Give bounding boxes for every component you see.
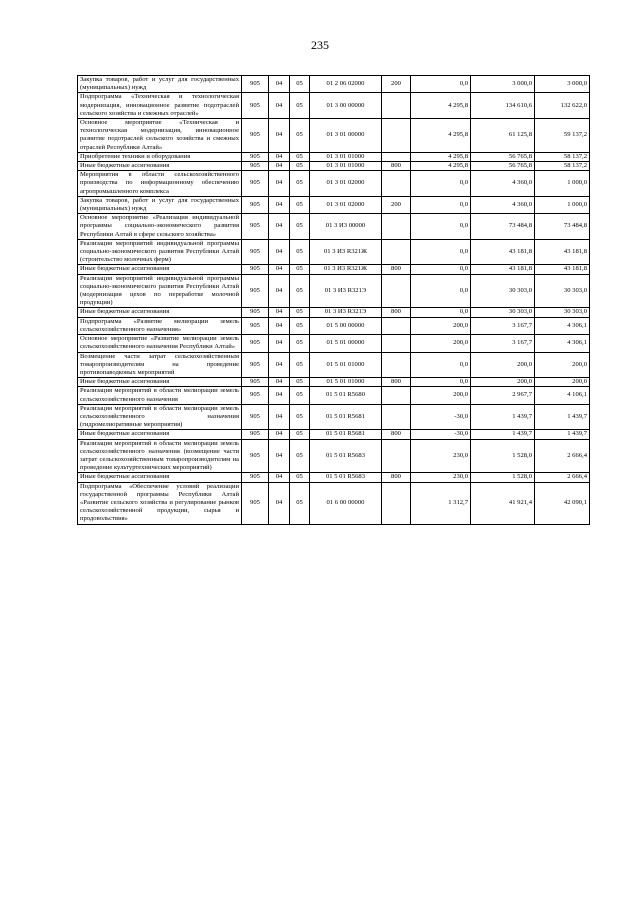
cell-section: 04	[269, 352, 290, 378]
table-row	[78, 482, 590, 524]
cell-subsection: 05	[290, 239, 310, 265]
cell-section: 04	[269, 482, 290, 524]
cell-amount-3: 58 137,2	[535, 152, 590, 161]
cell-expense-type	[382, 335, 411, 352]
cell-target-article: 01 5 01 00000	[310, 335, 382, 352]
cell-name: Иные бюджетные ассигнования	[78, 265, 242, 274]
cell-amount-3: 200,0	[535, 352, 590, 378]
cell-name: Реализация мероприятий в области мелиорации земель сельскохозяйственного назначения (возмещение части затрат сельскохозяйственным товаропроизводителям на проведение культуртехнических мероприятий)	[78, 439, 242, 473]
cell-amount-2: 4 360,0	[471, 196, 535, 213]
table-row	[78, 335, 590, 352]
cell-target-article: 01 5 01 R5680	[310, 387, 382, 404]
cell-subsection: 05	[290, 265, 310, 274]
cell-amount-3: 42 090,1	[535, 482, 590, 524]
cell-amount-1: -30,0	[411, 430, 471, 439]
cell-name: Иные бюджетные ассигнования	[78, 430, 242, 439]
cell-name: Иные бюджетные ассигнования	[78, 473, 242, 482]
cell-name: Реализация мероприятий в области мелиорации земель сельскохозяйственного назначения	[78, 387, 242, 404]
cell-target-article: 01 5 01 R5683	[310, 439, 382, 473]
table-row	[78, 119, 590, 153]
cell-name: Иные бюджетные ассигнования	[78, 378, 242, 387]
cell-expense-type	[382, 119, 411, 153]
cell-amount-1: 200,0	[411, 317, 471, 334]
cell-amount-1: 1 312,7	[411, 482, 471, 524]
cell-section: 04	[269, 171, 290, 197]
page-number: 235	[311, 38, 329, 52]
cell-amount-2: 56 765,8	[471, 152, 535, 161]
table-row	[78, 387, 590, 404]
cell-target-article: 01 3 01 00000	[310, 119, 382, 153]
cell-name: Основное мероприятие «Реализация индивидуальной программы социально-экономического развития Республики Алтай в сфере сельского хозяйства»	[78, 214, 242, 240]
cell-section: 04	[269, 335, 290, 352]
cell-subsection: 05	[290, 439, 310, 473]
cell-target-article: 01 3 00 00000	[310, 93, 382, 119]
cell-admin-code: 905	[242, 378, 269, 387]
cell-amount-2: 61 125,8	[471, 119, 535, 153]
table-row	[78, 439, 590, 473]
cell-amount-1: 0,0	[411, 378, 471, 387]
cell-amount-3: 4 306,1	[535, 317, 590, 334]
cell-expense-type	[382, 404, 411, 430]
cell-admin-code: 905	[242, 265, 269, 274]
table-row	[78, 93, 590, 119]
cell-amount-1: 4 295,8	[411, 93, 471, 119]
cell-amount-2: 1 439,7	[471, 430, 535, 439]
cell-section: 04	[269, 387, 290, 404]
cell-expense-type: 800	[382, 378, 411, 387]
cell-target-article: 01 6 00 00000	[310, 482, 382, 524]
cell-admin-code: 905	[242, 473, 269, 482]
cell-amount-1: 200,0	[411, 387, 471, 404]
cell-admin-code: 905	[242, 482, 269, 524]
cell-section: 04	[269, 162, 290, 171]
table-row	[78, 76, 590, 93]
cell-name: Основное мероприятие «Развитие мелиорации земель сельскохозяйственного назначения Республики Алтай»	[78, 335, 242, 352]
table-row	[78, 352, 590, 378]
cell-admin-code: 905	[242, 352, 269, 378]
cell-subsection: 05	[290, 378, 310, 387]
cell-target-article: 01 5 01 01000	[310, 352, 382, 378]
table-row	[78, 214, 590, 240]
table-row	[78, 473, 590, 482]
cell-amount-2: 43 181,8	[471, 239, 535, 265]
cell-amount-1: 0,0	[411, 274, 471, 308]
cell-subsection: 05	[290, 162, 310, 171]
table-row	[78, 152, 590, 161]
cell-amount-3: 30 303,0	[535, 308, 590, 317]
cell-amount-3: 4 306,1	[535, 335, 590, 352]
cell-amount-2: 41 921,4	[471, 482, 535, 524]
cell-section: 04	[269, 439, 290, 473]
cell-target-article: 01 3 И3 R321Ж	[310, 239, 382, 265]
cell-subsection: 05	[290, 482, 310, 524]
cell-subsection: 05	[290, 387, 310, 404]
cell-target-article: 01 3 01 01000	[310, 162, 382, 171]
cell-name: Подпрограмма «Обеспечение условий реализации государственной программы Республики Алтай «Развитие сельского хозяйства и регулирование рынков сельскохозяйственной продукции, сырья и продовольствия»	[78, 482, 242, 524]
cell-amount-3: 58 137,2	[535, 162, 590, 171]
table-row	[78, 378, 590, 387]
cell-expense-type: 800	[382, 162, 411, 171]
cell-subsection: 05	[290, 308, 310, 317]
cell-target-article: 01 5 00 00000	[310, 317, 382, 334]
table-row	[78, 404, 590, 430]
cell-admin-code: 905	[242, 387, 269, 404]
cell-admin-code: 905	[242, 274, 269, 308]
cell-expense-type: 200	[382, 76, 411, 93]
cell-target-article: 01 3 И3 R321Ж	[310, 265, 382, 274]
cell-expense-type	[382, 352, 411, 378]
cell-subsection: 05	[290, 352, 310, 378]
cell-name: Иные бюджетные ассигнования	[78, 162, 242, 171]
cell-section: 04	[269, 214, 290, 240]
cell-subsection: 05	[290, 317, 310, 334]
cell-expense-type	[382, 93, 411, 119]
cell-expense-type	[382, 439, 411, 473]
cell-subsection: 05	[290, 214, 310, 240]
cell-subsection: 05	[290, 93, 310, 119]
cell-target-article: 01 3 01 01000	[310, 152, 382, 161]
cell-subsection: 05	[290, 171, 310, 197]
cell-amount-1: 230,0	[411, 473, 471, 482]
cell-target-article: 01 5 01 01000	[310, 378, 382, 387]
cell-amount-1: 0,0	[411, 239, 471, 265]
table-row	[78, 265, 590, 274]
cell-amount-2: 1 528,0	[471, 439, 535, 473]
cell-amount-2: 3 167,7	[471, 317, 535, 334]
cell-amount-1: 4 295,8	[411, 152, 471, 161]
cell-expense-type	[382, 317, 411, 334]
cell-subsection: 05	[290, 473, 310, 482]
cell-amount-3: 43 181,8	[535, 239, 590, 265]
cell-admin-code: 905	[242, 93, 269, 119]
cell-section: 04	[269, 93, 290, 119]
cell-amount-2: 1 439,7	[471, 404, 535, 430]
cell-section: 04	[269, 239, 290, 265]
cell-admin-code: 905	[242, 239, 269, 265]
cell-amount-3: 73 484,8	[535, 214, 590, 240]
cell-subsection: 05	[290, 274, 310, 308]
cell-target-article: 01 2 06 02000	[310, 76, 382, 93]
cell-name: Подпрограмма «Техническая и технологическая модернизация, инновационное развитие подотраслей сельского хозяйства и смежных отраслей»	[78, 93, 242, 119]
cell-section: 04	[269, 308, 290, 317]
cell-amount-2: 43 181,8	[471, 265, 535, 274]
cell-section: 04	[269, 404, 290, 430]
cell-section: 04	[269, 378, 290, 387]
cell-name: Возмещение части затрат сельскохозяйственным товаропроизводителям на проведение противопаводковых мероприятий	[78, 352, 242, 378]
budget-table-body	[78, 76, 590, 525]
cell-amount-2: 1 528,0	[471, 473, 535, 482]
cell-amount-1: 0,0	[411, 308, 471, 317]
cell-name: Иные бюджетные ассигнования	[78, 308, 242, 317]
cell-subsection: 05	[290, 335, 310, 352]
cell-amount-2: 200,0	[471, 378, 535, 387]
cell-amount-2: 3 167,7	[471, 335, 535, 352]
cell-expense-type: 800	[382, 308, 411, 317]
cell-admin-code: 905	[242, 308, 269, 317]
cell-admin-code: 905	[242, 162, 269, 171]
cell-amount-3: 132 622,0	[535, 93, 590, 119]
cell-admin-code: 905	[242, 214, 269, 240]
cell-subsection: 05	[290, 430, 310, 439]
cell-target-article: 01 5 01 R5681	[310, 404, 382, 430]
table-row	[78, 317, 590, 334]
cell-expense-type	[382, 274, 411, 308]
cell-section: 04	[269, 196, 290, 213]
table-row	[78, 171, 590, 197]
cell-amount-2: 2 967,7	[471, 387, 535, 404]
cell-section: 04	[269, 430, 290, 439]
cell-section: 04	[269, 76, 290, 93]
cell-subsection: 05	[290, 119, 310, 153]
cell-amount-2: 30 303,0	[471, 274, 535, 308]
cell-section: 04	[269, 152, 290, 161]
table-row	[78, 308, 590, 317]
cell-name: Мероприятия в области сельскохозяйственного производства по информационному обеспечению агропромышленного комплекса	[78, 171, 242, 197]
table-row	[78, 274, 590, 308]
cell-section: 04	[269, 317, 290, 334]
cell-name: Закупка товаров, работ и услуг для государственных (муниципальных) нужд	[78, 196, 242, 213]
cell-amount-3: 4 106,1	[535, 387, 590, 404]
cell-amount-3: 2 666,4	[535, 439, 590, 473]
cell-section: 04	[269, 265, 290, 274]
cell-amount-1: 0,0	[411, 76, 471, 93]
cell-subsection: 05	[290, 196, 310, 213]
cell-amount-1: 0,0	[411, 196, 471, 213]
table-row	[78, 162, 590, 171]
cell-expense-type	[382, 387, 411, 404]
cell-section: 04	[269, 473, 290, 482]
table-row	[78, 196, 590, 213]
cell-amount-1: 0,0	[411, 171, 471, 197]
table-row	[78, 239, 590, 265]
cell-target-article: 01 3 И3 R321Э	[310, 308, 382, 317]
cell-expense-type	[382, 482, 411, 524]
cell-admin-code: 905	[242, 430, 269, 439]
cell-section: 04	[269, 119, 290, 153]
cell-admin-code: 905	[242, 119, 269, 153]
cell-expense-type	[382, 239, 411, 265]
table-row	[78, 430, 590, 439]
cell-target-article: 01 3 И3 R321Э	[310, 274, 382, 308]
cell-expense-type	[382, 214, 411, 240]
cell-amount-1: 4 295,8	[411, 162, 471, 171]
cell-amount-2: 134 610,6	[471, 93, 535, 119]
cell-amount-3: 3 000,0	[535, 76, 590, 93]
cell-amount-3: 30 303,0	[535, 274, 590, 308]
cell-target-article: 01 3 И3 00000	[310, 214, 382, 240]
cell-subsection: 05	[290, 152, 310, 161]
cell-admin-code: 905	[242, 196, 269, 213]
cell-target-article: 01 5 01 R5683	[310, 473, 382, 482]
cell-admin-code: 905	[242, 335, 269, 352]
cell-amount-2: 3 000,0	[471, 76, 535, 93]
cell-amount-2: 200,0	[471, 352, 535, 378]
cell-name: Приобретение техники и оборудования	[78, 152, 242, 161]
cell-amount-2: 56 765,8	[471, 162, 535, 171]
cell-admin-code: 905	[242, 439, 269, 473]
cell-amount-1: 230,0	[411, 439, 471, 473]
cell-amount-1: 200,0	[411, 335, 471, 352]
cell-admin-code: 905	[242, 317, 269, 334]
cell-amount-3: 59 137,2	[535, 119, 590, 153]
cell-expense-type: 800	[382, 473, 411, 482]
cell-amount-3: 200,0	[535, 378, 590, 387]
cell-admin-code: 905	[242, 404, 269, 430]
cell-target-article: 01 3 01 02000	[310, 196, 382, 213]
cell-amount-3: 2 666,4	[535, 473, 590, 482]
cell-amount-3: 1 000,0	[535, 171, 590, 197]
cell-subsection: 05	[290, 76, 310, 93]
cell-name: Реализация мероприятий индивидуальной программы социально-экономического развития Республики Алтай (модернизация цехов по переработке молочной продукции)	[78, 274, 242, 308]
cell-expense-type: 800	[382, 430, 411, 439]
cell-name: Реализация мероприятий индивидуальной программы социально-экономического развития Республики Алтай (строительство молочных ферм)	[78, 239, 242, 265]
cell-name: Реализация мероприятий в области мелиорации земель сельскохозяйственного назначения (гидромелиоративные мероприятия)	[78, 404, 242, 430]
cell-name: Подпрограмма «Развитие мелиорации земель сельскохозяйственного назначения»	[78, 317, 242, 334]
cell-name: Основное мероприятие «Техническая и технологическая модернизация, инновационное развитие подотраслей сельского хозяйства и смежных отраслей Республики Алтай»	[78, 119, 242, 153]
cell-amount-2: 4 360,0	[471, 171, 535, 197]
cell-amount-2: 30 303,0	[471, 308, 535, 317]
cell-amount-2: 73 484,8	[471, 214, 535, 240]
cell-amount-1: 4 295,8	[411, 119, 471, 153]
cell-amount-3: 43 181,8	[535, 265, 590, 274]
budget-table	[77, 75, 590, 525]
cell-subsection: 05	[290, 404, 310, 430]
cell-expense-type	[382, 171, 411, 197]
cell-admin-code: 905	[242, 171, 269, 197]
cell-expense-type	[382, 152, 411, 161]
cell-amount-1: 0,0	[411, 265, 471, 274]
cell-amount-1: -30,0	[411, 404, 471, 430]
cell-expense-type: 200	[382, 196, 411, 213]
cell-section: 04	[269, 274, 290, 308]
cell-admin-code: 905	[242, 152, 269, 161]
cell-amount-1: 0,0	[411, 352, 471, 378]
cell-amount-3: 1 439,7	[535, 430, 590, 439]
cell-admin-code: 905	[242, 76, 269, 93]
cell-amount-3: 1 000,0	[535, 196, 590, 213]
cell-target-article: 01 5 01 R5681	[310, 430, 382, 439]
cell-expense-type: 800	[382, 265, 411, 274]
cell-amount-1: 0,0	[411, 214, 471, 240]
cell-name: Закупка товаров, работ и услуг для государственных (муниципальных) нужд	[78, 76, 242, 93]
cell-amount-3: 1 439,7	[535, 404, 590, 430]
cell-target-article: 01 3 01 02000	[310, 171, 382, 197]
